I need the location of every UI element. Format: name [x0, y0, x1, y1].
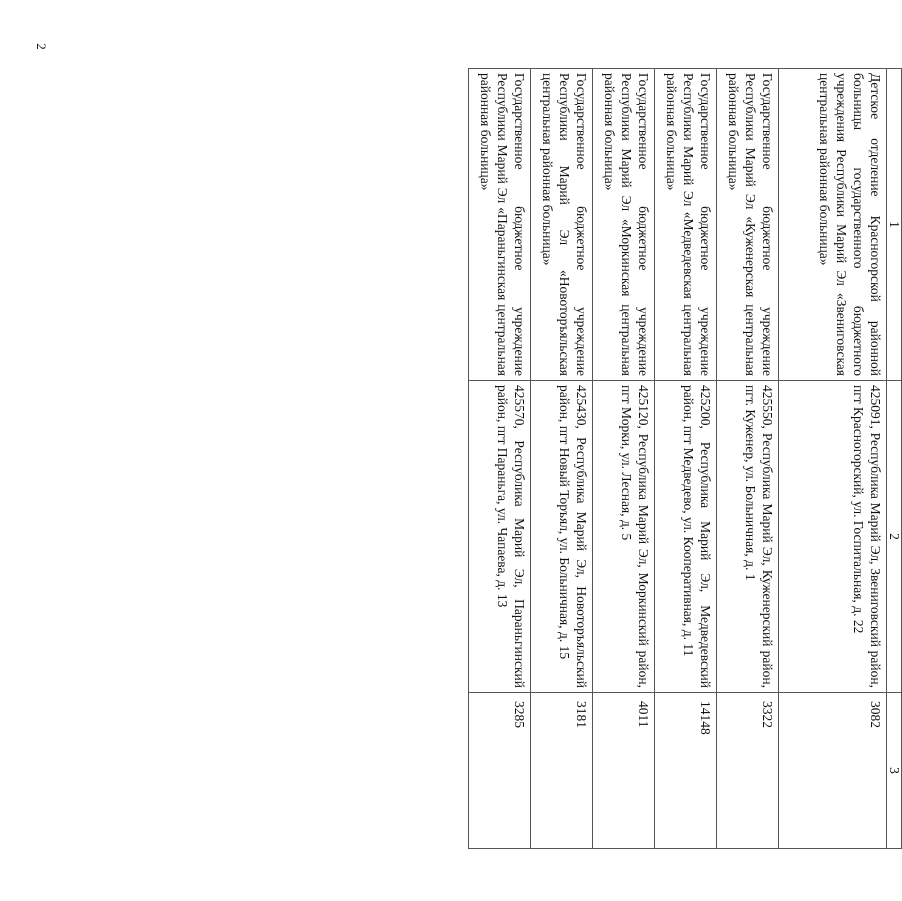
- table-row: [779, 69, 887, 849]
- institution-name: Государственное бюджетное учреждение Республики Марий Эл «Моркинская центральная районная больница»: [593, 69, 655, 381]
- table-row: [655, 69, 717, 849]
- institution-value: 3322: [717, 693, 779, 849]
- institution-name: Государственное бюджетное учреждение Республики Марий Эл «Параньгинская центральная районная больница»: [469, 69, 531, 381]
- institutions-table: [468, 68, 902, 849]
- table-row: [469, 69, 531, 849]
- column-header-2: 2: [887, 381, 902, 693]
- institution-value: 3082: [779, 693, 887, 849]
- institution-address: 425200, Республика Марий Эл, Медведевский район, пгт Медведево, ул. Кооперативная, д. 11: [655, 381, 717, 693]
- page-number: 2: [33, 43, 49, 50]
- institution-value: 3285: [469, 693, 531, 849]
- institution-address: 425430, Республика Марий Эл, Новоторъяльский район, пгт Новый Торъял, ул. Больничная, д. 15: [531, 381, 593, 693]
- table-row: [717, 69, 779, 849]
- table-row: [531, 69, 593, 849]
- institution-name: Детское отделение Красногорской районной больницы государственного бюджетного учреждения Республики Марий Эл «Звениговская центральная районная больница»: [779, 69, 887, 381]
- column-header-3: 3: [887, 693, 902, 849]
- institution-address: 425120, Республика Марий Эл, Моркинский район, пгт Морки, ул. Лесная, д. 5: [593, 381, 655, 693]
- institution-name: Государственное бюджетное учреждение Республики Марий Эл «Медведевская центральная районная больница»: [655, 69, 717, 381]
- institution-name: Государственное бюджетное учреждение Республики Марий Эл «Куженерская центральная районная больница»: [717, 69, 779, 381]
- institution-address: 425550, Республика Марий Эл, Куженерский район, пгт. Куженер, ул. Больничная, д. 1: [717, 381, 779, 693]
- institution-address: 425570, Республика Марий Эл, Параньгинский район, пгт Параньга, ул. Чапаева, д. 13: [469, 381, 531, 693]
- institution-value: 14148: [655, 693, 717, 849]
- sheet-content: [478, 68, 902, 848]
- institution-value: 3181: [531, 693, 593, 849]
- table-row: [593, 69, 655, 849]
- institution-name: Государственное бюджетное учреждение Республики Марий Эл «Новоторъяльская центральная районная больница»: [531, 69, 593, 381]
- column-header-1: 1: [887, 69, 902, 381]
- institution-address: 425091, Республика Марий Эл, Звениговский район, пгт Красногорский, ул. Госпитальная, д. 22: [779, 381, 887, 693]
- institution-value: 4011: [593, 693, 655, 849]
- table-header-row: [887, 69, 902, 849]
